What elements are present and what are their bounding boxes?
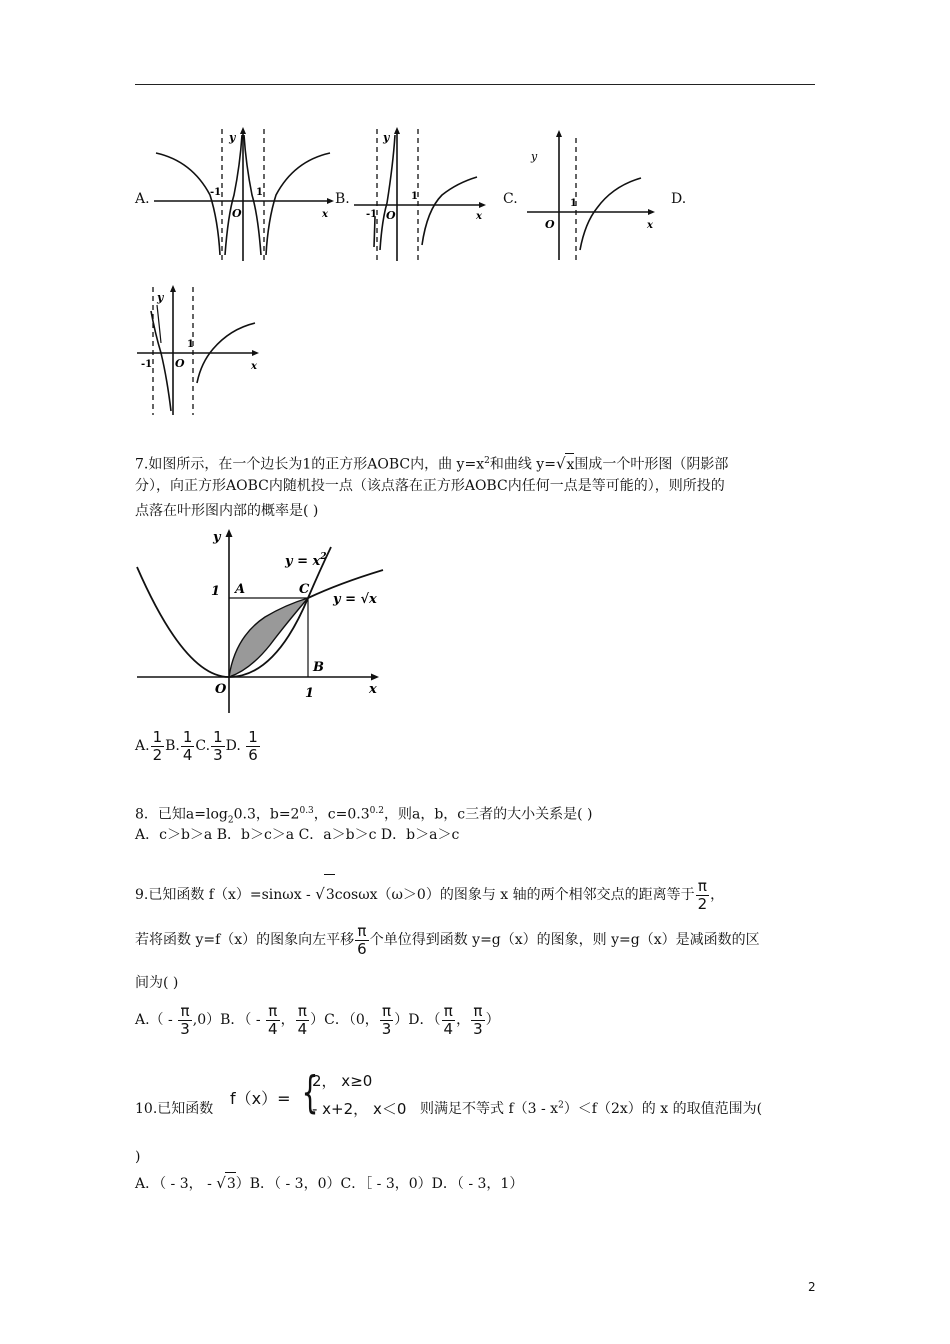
- q6b-y-label: y: [383, 131, 390, 144]
- q6c-y-label: y: [531, 150, 538, 163]
- q6c-one: 1: [570, 198, 577, 209]
- q10-brace: {: [301, 1067, 319, 1118]
- q7-fig-c: C: [299, 582, 310, 597]
- q7-figure: [135, 525, 390, 715]
- q7-stem-line-3: 点落在叶形图内部的概率是( ): [135, 503, 319, 519]
- q10-f: f（x）=: [230, 1089, 291, 1108]
- q10-tail: 则满足不等式 $f(3 - x^2)<f(2x)$的 x 的取值范围为(: [420, 1100, 763, 1117]
- q6-option-b-label: B.: [335, 191, 350, 207]
- q6b-origin: O: [386, 209, 396, 222]
- q7-fig-a: A: [235, 582, 246, 597]
- q7-opt-d-frac: $\frac{1}{6}$: [248, 727, 258, 764]
- q7-stem-line-2: 分），向正方形AOBC内随机投一点（该点落在正方形AOBC内任何一点是等可能的），则所投的: [135, 478, 725, 494]
- q9-stem-line-1: 9.已知函数 f（x）=sinωx - √3cosωx（ω＞0）的图象与 x 轴的两个相邻交点的距离等于 $\frac{\pi}{2}$ ，: [135, 874, 724, 915]
- q6c-x-label: x: [647, 220, 653, 231]
- q7-options: A. $\frac{1}{2}$ B. $\frac{1}{4}$ C. $\frac{1}{3}$ D. $\frac{1}{6}$: [135, 727, 258, 764]
- page-number: 2: [808, 1280, 816, 1294]
- q6a-one: 1: [256, 187, 263, 198]
- q6d-y-label: y: [157, 291, 164, 304]
- q10-case-2: - x+2， x＜0: [312, 1100, 407, 1118]
- q6d-neg-one: -1: [141, 359, 153, 370]
- q6a-y-label: y: [229, 131, 236, 144]
- q6-graph-d: [135, 283, 265, 418]
- q9-stem-line-2: 若将函数 y=f（x）的图象向左平移 $\frac{\pi}{6}$ 个单位得到函数 y=g（x）的图象，则 y=g（x）是减函数的区: [135, 921, 760, 958]
- q9-stem-line-3: 间为( ): [135, 975, 179, 991]
- q7-stem-line-1: 7.如图所示，在一个边长为1的正方形AOBC内，曲 $y=x^2$和曲线 y=√x围成一个叶形图（阴影部: [135, 450, 728, 476]
- q7-fig-curve1: $y = x^2$: [285, 552, 327, 569]
- q10-line-2: ): [135, 1149, 141, 1165]
- q6d-origin: O: [175, 357, 185, 370]
- q8-options: A．c＞b＞a B．b＞c＞a C．a＞b＞c D．b＞a＞c: [135, 827, 460, 843]
- q6-graph-a: [152, 125, 337, 263]
- q7-fig-one-y: 1: [211, 584, 221, 599]
- q6d-one: 1: [187, 339, 194, 350]
- q9-options: A.（ - $\frac{\pi}{3}$ ,0）B．（ - $\frac{\pi}{4}$ ， $\frac{\pi}{4}$ ）C．（0， $\frac{\pi}{3}$ ）D．（ $\frac{\pi}{4}$ ， $\frac{\pi}{3}$ ）: [135, 1001, 500, 1038]
- q6-graph-c: [525, 128, 660, 263]
- q6b-one: 1: [411, 191, 418, 202]
- q7-opt-c-frac: $\frac{1}{3}$: [213, 727, 223, 764]
- q7-fig-curve2: y = √x: [333, 592, 377, 607]
- q6-graph-b: [352, 125, 492, 263]
- q6-option-a-label: A.: [135, 191, 150, 207]
- q6-option-c-label: C.: [503, 191, 518, 207]
- q6-option-d-label: D.: [671, 191, 687, 207]
- q6c-origin: O: [545, 218, 555, 231]
- q7-fig-o: O: [215, 682, 227, 697]
- q7-fig-x: x: [369, 682, 377, 697]
- q6a-origin: O: [232, 207, 242, 220]
- q8-stem: 8．已知$a=\log_20.3$，$b=2^{0.3}$，$c=0.3^{0.2}$，则a，b，c三者的大小关系是( ): [135, 806, 593, 826]
- header-rule: [135, 84, 815, 85]
- q7-opt-a-frac: $\frac{1}{2}$: [152, 727, 163, 764]
- q6a-neg-one: -1: [210, 187, 222, 198]
- q7-fig-b: B: [313, 660, 324, 675]
- q7-fig-one-x: 1: [305, 686, 315, 701]
- q6a-x-label: x: [322, 209, 328, 220]
- q10-lead: 10.已知函数: [135, 1101, 214, 1117]
- q7-fig-y: y: [213, 530, 221, 545]
- q6b-x-label: x: [476, 211, 482, 222]
- q10-options: A．（ - 3， - √3）B．（ - 3，0）C．［ - 3，0）D．（ - 3，1）: [135, 1172, 523, 1195]
- q6b-neg-one: -1: [366, 209, 378, 220]
- q10-case-1: 2， x≥0: [312, 1072, 373, 1090]
- q7-opt-b-frac: $\frac{1}{4}$: [182, 727, 193, 764]
- q6d-x-label: x: [251, 361, 257, 372]
